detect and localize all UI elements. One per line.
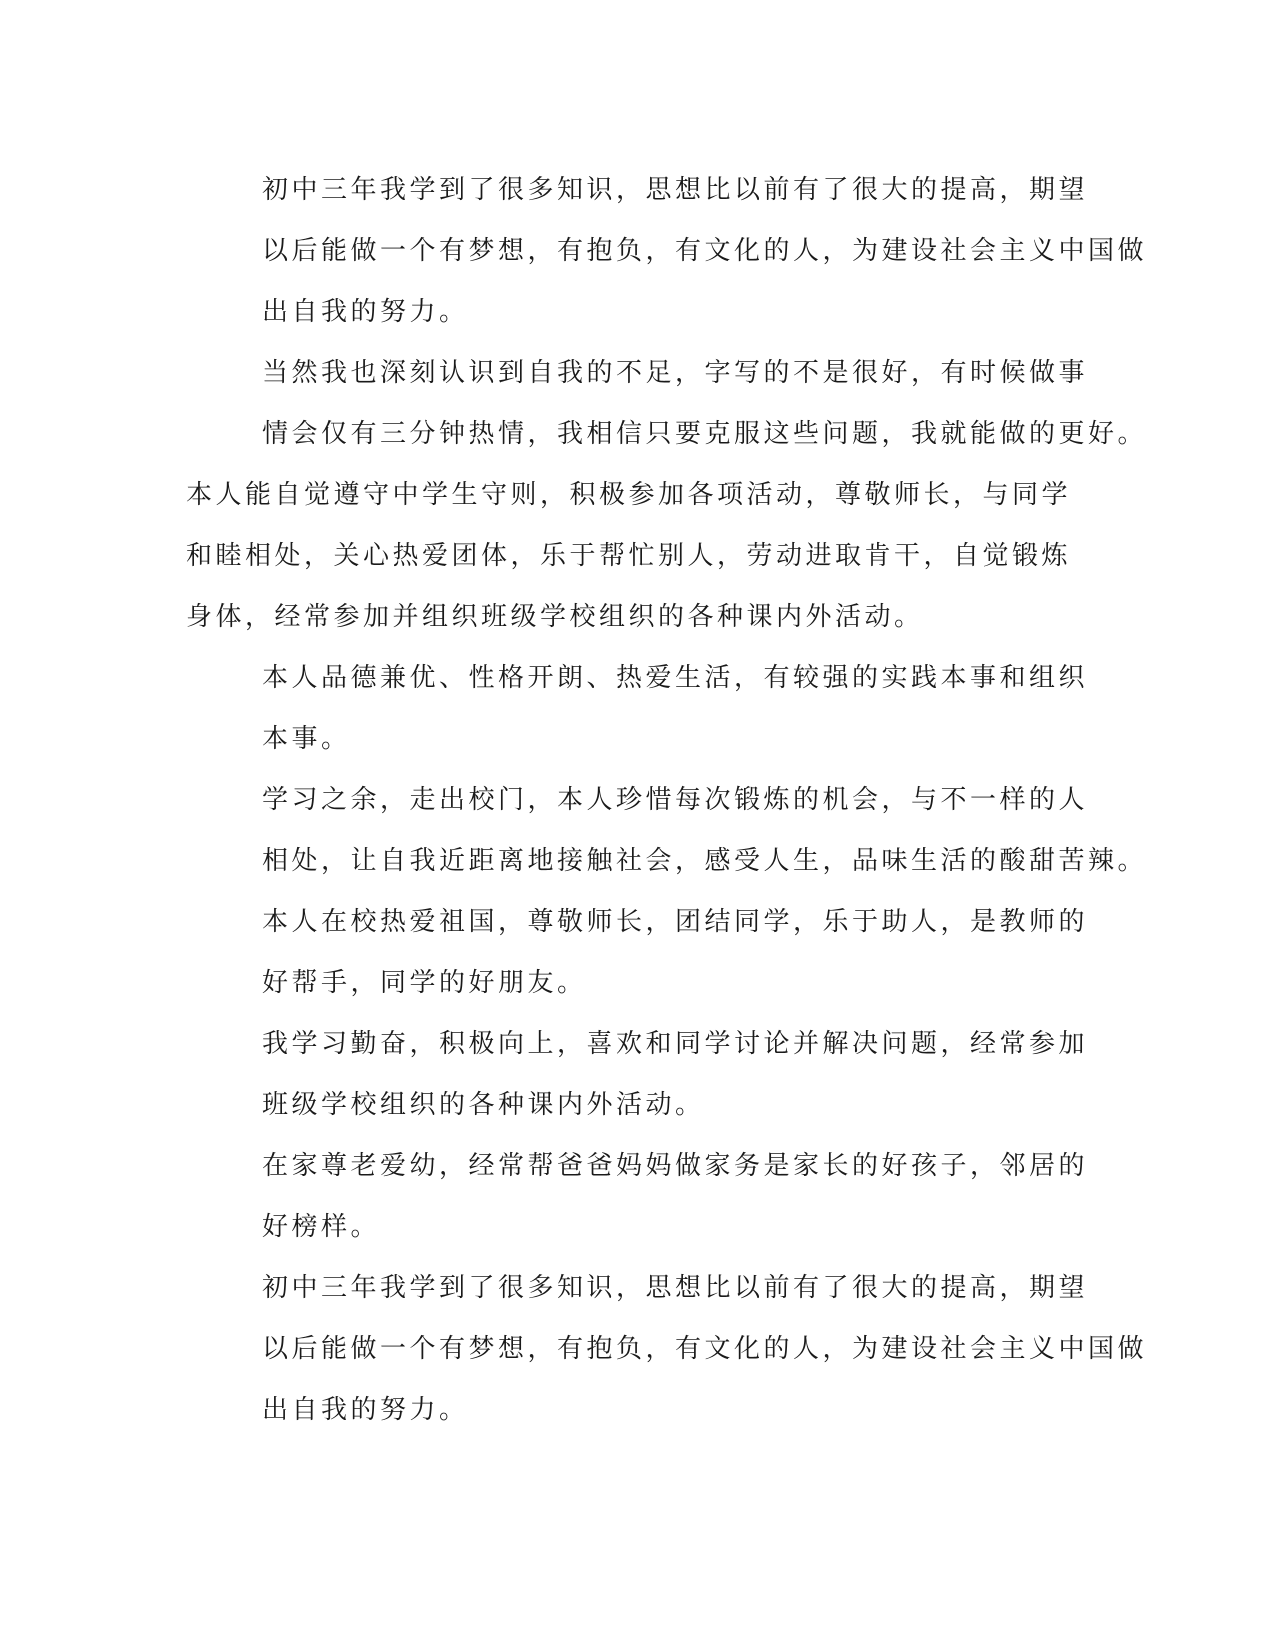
- paragraph-line: 班级学校组织的各种课内外活动。: [262, 1090, 705, 1120]
- paragraph-line: 本人能自觉遵守中学生守则，积极参加各项活动，尊敬师长，与同学: [186, 480, 1072, 510]
- paragraph-line: 在家尊老爱幼，经常帮爸爸妈妈做家务是家长的好孩子，邻居的: [262, 1151, 1089, 1181]
- paragraph-line: 和睦相处，关心热爱团体，乐于帮忙别人，劳动进取肯干，自觉锻炼: [186, 541, 1072, 571]
- document-body: [186, 160, 1148, 1441]
- paragraph: [186, 1258, 1148, 1441]
- paragraph: [186, 465, 1086, 648]
- paragraph-line: 出自我的努力。: [262, 1395, 469, 1425]
- paragraph-line: 初中三年我学到了很多知识，思想比以前有了很大的提高，期望: [262, 1273, 1089, 1303]
- paragraph: [186, 770, 1148, 892]
- paragraph: [186, 343, 1148, 465]
- paragraph-line: 出自我的努力。: [262, 297, 469, 327]
- paragraph-line: 相处，让自我近距离地接触社会，感受人生，品味生活的酸甜苦辣。: [262, 846, 1148, 876]
- paragraph-line: 学习之余，走出校门，本人珍惜每次锻炼的机会，与不一样的人: [262, 785, 1089, 815]
- paragraph-line: 情会仅有三分钟热情，我相信只要克服这些问题，我就能做的更好。: [262, 419, 1148, 449]
- paragraph-line: 好帮手，同学的好朋友。: [262, 968, 587, 998]
- paragraph-line: 好榜样。: [262, 1212, 381, 1242]
- paragraph-line: 身体，经常参加并组织班级学校组织的各种课内外活动。: [186, 602, 924, 632]
- paragraph-line: 我学习勤奋，积极向上，喜欢和同学讨论并解决问题，经常参加: [262, 1029, 1089, 1059]
- paragraph: [186, 892, 1089, 1014]
- paragraph: [186, 1136, 1089, 1258]
- paragraph-line: 初中三年我学到了很多知识，思想比以前有了很大的提高，期望: [262, 175, 1089, 205]
- paragraph-line: 以后能做一个有梦想，有抱负，有文化的人，为建设社会主义中国做: [262, 1334, 1148, 1364]
- paragraph-line: 当然我也深刻认识到自我的不足，字写的不是很好，有时候做事: [262, 358, 1089, 388]
- paragraph-line: 本人在校热爱祖国，尊敬师长，团结同学，乐于助人，是教师的: [262, 907, 1089, 937]
- paragraph: [186, 160, 1148, 343]
- paragraph-line: 本人品德兼优、性格开朗、热爱生活，有较强的实践本事和组织: [262, 663, 1089, 693]
- paragraph: [186, 648, 1089, 770]
- paragraph: [186, 1014, 1089, 1136]
- paragraph-line: 本事。: [262, 724, 351, 754]
- paragraph-line: 以后能做一个有梦想，有抱负，有文化的人，为建设社会主义中国做: [262, 236, 1148, 266]
